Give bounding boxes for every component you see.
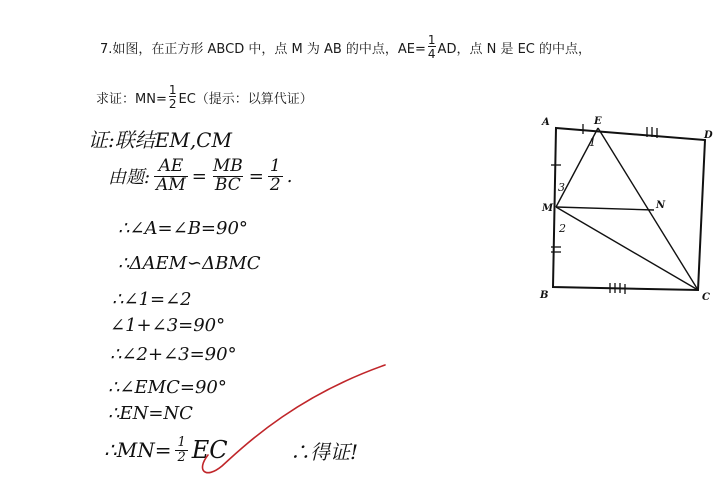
angle-3-label: 3 (558, 181, 565, 194)
conclusion: ∴得证! (290, 440, 359, 464)
prove-prefix: 求证：MN= (96, 91, 167, 107)
solution-line-6: ∠1+∠3=90° (110, 315, 226, 336)
segment-mn (556, 207, 654, 210)
frac-mb-bc-num: MB (212, 155, 243, 176)
solution-line-4: ∴ΔAEM∽ΔBMC (118, 253, 261, 274)
label-m: M (542, 203, 554, 214)
period: . (286, 165, 293, 187)
equals-1: = (191, 165, 207, 187)
frac-ae-am-den: AM (156, 174, 186, 195)
problem-intro-tail: AD，点 N 是 EC 的中点， (437, 41, 591, 57)
label-b: B (540, 290, 549, 301)
ae-fraction-den: 4 (427, 47, 436, 61)
label-c: C (702, 292, 710, 303)
prove-fraction-den: 2 (168, 97, 177, 111)
line10-fraction-den: 2 (177, 449, 186, 465)
label-n: N (656, 200, 666, 211)
equals-2: = (248, 165, 264, 187)
frac-half-den: 2 (269, 174, 281, 195)
line10-prefix: ∴MN= (104, 438, 172, 462)
segment-mc (556, 207, 698, 290)
frac-ae-am-num: AE (158, 155, 184, 176)
angle-2-label: 2 (559, 222, 566, 235)
frac-half-num: 1 (269, 155, 281, 176)
label-e: E (594, 116, 602, 127)
angle-1-label: 1 (589, 136, 596, 149)
label-d: D (704, 130, 713, 141)
solution-line-8: ∴∠EMC=90° (108, 377, 227, 398)
line10-fraction-num: 1 (177, 434, 186, 450)
solution-line-5: ∴∠1=∠2 (112, 289, 192, 310)
ae-fraction-num: 1 (427, 33, 436, 47)
line10-tail: EC (191, 436, 228, 464)
label-a: A (542, 117, 550, 128)
frac-mb-bc-den: BC (214, 174, 241, 195)
solution-line-9: ∴EN=NC (108, 403, 193, 424)
solution-line-1: 证:联结EM,CM (88, 128, 232, 152)
prove-tail: EC（提示：以算代证） (178, 91, 313, 107)
problem-intro: 7.如图，在正方形 ABCD 中，点 M 为 AB 的中点，AE= (100, 41, 426, 57)
solution-line-3: ∴∠A=∠B=90° (118, 218, 248, 239)
line2-prefix: 由题: (108, 167, 151, 188)
prove-fraction-num: 1 (168, 83, 177, 97)
solution-line-7: ∴∠2+∠3=90° (110, 344, 237, 365)
